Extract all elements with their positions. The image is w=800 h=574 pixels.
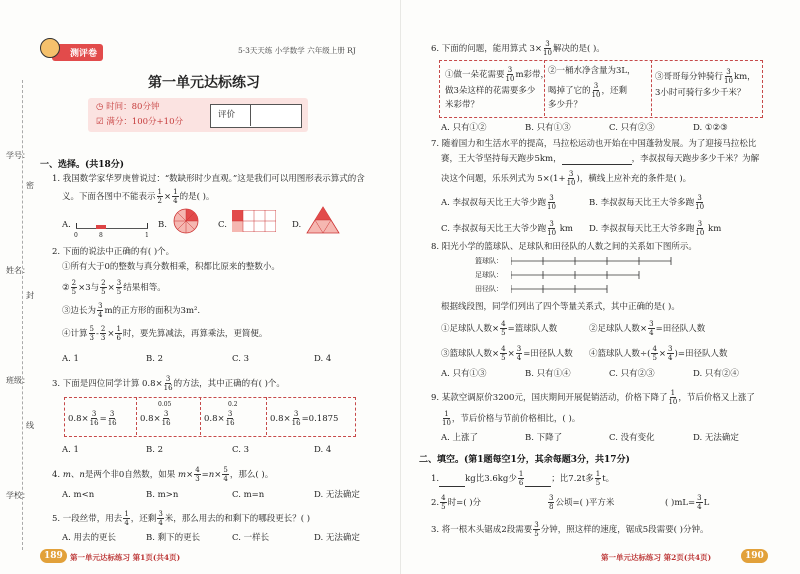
tick [147, 223, 148, 228]
q5-option-c[interactable]: C. 一样长 [232, 533, 270, 543]
q4-stem: 4. m、n是两个非0自然数，如果 m× $\frac{4}{3}$ =n× $\frac{5}{4}$ ，那么( )。 [52, 466, 274, 483]
q2-option-b[interactable]: B. 2 [146, 354, 164, 364]
q6-option-b[interactable]: B. 只有①③ [525, 123, 571, 133]
number-line [76, 228, 148, 229]
nl-label-1: 1 [145, 232, 149, 239]
tick [76, 223, 77, 228]
q5-option-d[interactable]: D. 无法确定 [314, 533, 360, 543]
q2-option-c[interactable]: C. 3 [232, 354, 250, 364]
time-label: ◷ 时间：80分钟 [96, 102, 160, 112]
q3-method-3: 0.8× $\frac{3}{16}$ [204, 410, 235, 427]
q7-option-d[interactable]: D. 李叔叔每天比王大爷多跑 $\frac{3}{10}$ km [589, 220, 722, 237]
q5-stem: 5. 一段丝带，用去 $\frac{1}{4}$ ，还剩 $\frac{3}{4}$ 米，那么用去的和剩下的哪段更长？( ) [52, 510, 311, 527]
q2-stem: 2. 下面的说法中正确的有( )个。 [52, 247, 175, 257]
q6-problem-2-l1: ②一桶水净含量为3L， [548, 66, 636, 76]
q5-option-b[interactable]: B. 剩下的更长 [146, 533, 201, 543]
fill-1: 1. kg比3.6kg少 $\frac{1}{6}$ ；比7.2t多 $\frac{1}{5}$ t。 [431, 470, 615, 487]
section-2-title: 二、填空。(第1题每空1分，其余每题3分，共17分) [419, 455, 630, 465]
q8-stem: 8. 阳光小学的篮球队、足球队和田径队的人数之间的关系如下图所示。 [431, 242, 697, 252]
q3-option-d[interactable]: D. 4 [314, 445, 332, 455]
q8-option-a[interactable]: A. 只有①③ [441, 369, 487, 379]
page-number: 189 [40, 549, 67, 563]
q3-method-2-note: 0.05 [158, 401, 172, 408]
q4-option-b[interactable]: B. m>n [146, 490, 179, 500]
q6-problem-3-l1: ③哥哥每分钟骑行 $\frac{3}{10}$ km， [655, 68, 756, 85]
q7-option-c[interactable]: C. 李叔叔每天比王大爷少跑 $\frac{3}{10}$ km [441, 220, 573, 237]
q4-option-c[interactable]: C. m=n [232, 490, 265, 500]
badge: 测评卷 [52, 44, 103, 61]
q3-option-a[interactable]: A. 1 [62, 445, 79, 455]
q8-stem-2: 根据线段图，同学们列出了四个等量关系式，其中正确的是( )。 [441, 302, 680, 312]
triangle-figure [306, 206, 340, 234]
q1-option-a[interactable]: A. [62, 220, 71, 230]
q8-option-b[interactable]: B. 只有①④ [525, 369, 571, 379]
pie-figure [172, 207, 200, 235]
footer-label: 第一单元达标练习 第2页(共4页) [601, 553, 712, 562]
seal-mark: 封 [26, 291, 34, 300]
q7-option-a[interactable]: A. 李叔叔每天比王大爷少跑 $\frac{3}{10}$ [441, 194, 556, 211]
q1-option-d[interactable]: D. [292, 220, 302, 230]
seal-mark: 线 [26, 421, 34, 430]
nl-label-0: 0 [74, 232, 78, 239]
q9-option-b[interactable]: B. 下降了 [525, 433, 563, 443]
class-label: 班级： [6, 376, 30, 385]
q7-option-b[interactable]: B. 李叔叔每天比王大爷多跑 $\frac{3}{10}$ [589, 194, 705, 211]
q3-method-3-note: 0.2 [228, 401, 238, 408]
q3-option-c[interactable]: C. 3 [232, 445, 250, 455]
q2-option-a[interactable]: A. 1 [62, 354, 79, 364]
section-1-title: 一、选择。(共18分) [40, 160, 125, 170]
q6-option-a[interactable]: A. 只有①② [441, 123, 487, 133]
grid-figure [232, 210, 276, 232]
q2-option-d[interactable]: D. 4 [314, 354, 332, 364]
segment-diagram [511, 254, 691, 298]
q6-stem: 6. 下面的问题，能用算式 3× $\frac{3}{10}$ 解决的是( )。 [431, 40, 605, 57]
school-label: 学校： [6, 491, 30, 500]
fill-3: 3. 将一根木头锯成2段需要 $\frac{3}{5}$ 分钟，照这样的速度，锯成5段需要( )分钟。 [431, 521, 709, 538]
fill-2-b: $\frac{3}{8}$ 公顷=( )平方米 [549, 494, 615, 511]
q8-row-track: 田径队： [475, 285, 503, 293]
q6-option-d[interactable]: D. ①②③ [693, 123, 728, 133]
q3-stem: 3. 下面是四位同学计算 0.8× $\frac{3}{16}$ 的方法，其中正确的有( )个。 [52, 375, 285, 392]
q9-option-a[interactable]: A. 上涨了 [441, 433, 479, 443]
page-number: 190 [741, 549, 768, 563]
q8-row-football: 足球队： [475, 271, 503, 279]
q8-row-basketball: 篮球队： [475, 257, 503, 265]
divider [266, 397, 267, 435]
q1-text: 1. 我国数学家华罗庚曾说过：“数缺形时少直观。”这是我们可以用图形表示算式的含 [52, 174, 365, 184]
right-page [400, 0, 800, 574]
highlight-segment [96, 225, 106, 229]
divider [200, 397, 201, 435]
q6-problem-1-l2: 做3朵这样的花需要多少 [445, 86, 536, 96]
page-title: 第一单元达标练习 [148, 75, 260, 91]
q6-problem-1-l3: 米彩带？ [445, 100, 480, 110]
fill-2: 2. $\frac{4}{5}$ 时=( )分 [431, 494, 482, 511]
q3-method-2: 0.8× $\frac{3}{16}$ [140, 410, 171, 427]
q8-option-c[interactable]: C. 只有②③ [609, 369, 655, 379]
q8-relation-2: ②足球队人数× $\frac{3}{4}$ =田径队人数 [589, 320, 706, 337]
q9-option-c[interactable]: C. 没有变化 [609, 433, 655, 443]
q7-stem-2: 赛，王大爷坚持每天跑步5km， ，李叔叔每天跑步多少千米？为解 [441, 154, 760, 164]
seal-mark: 密 [26, 181, 34, 190]
q1-option-c[interactable]: C. [218, 220, 227, 230]
score-label: ☑ 满分：100分+10分 [96, 117, 183, 127]
q3-method-4: 0.8× $\frac{3}{16}$ =0.1875 [270, 410, 339, 427]
q1-option-b[interactable]: B. [158, 220, 167, 230]
q4-option-a[interactable]: A. m<n [62, 490, 95, 500]
footer-label: 第一单元达标练习 第1页(共4页) [70, 553, 181, 562]
rating-divider [250, 104, 251, 126]
q9-stem-2: $\frac{1}{10}$ ，节后价格与节前价格相比，( )。 [442, 410, 581, 427]
q8-relation-3: ③篮球队人数× $\frac{4}{5}$ × $\frac{3}{4}$ =田径队人数 [441, 345, 573, 362]
q8-option-d[interactable]: D. 只有②④ [693, 369, 739, 379]
q5-option-a[interactable]: A. 用去的更长 [62, 533, 117, 543]
q9-option-d[interactable]: D. 无法确定 [693, 433, 739, 443]
q2-statement-1: ①所有大于0的整数与真分数相乘，积都比原来的整数小。 [62, 262, 280, 272]
q2-statement-4: ④计算 $\frac{5}{3}$ - $\frac{2}{3}$ × $\frac{1}{6}$ 时，要先算减法，再算乘法，更简便。 [62, 325, 268, 342]
q1-text-2: 义。下面各图中不能表示 $\frac{1}{2}$ × $\frac{1}{4}$ 的是( )。 [62, 188, 215, 205]
q7-stem-3: 决这个问题，乐乐列式为 5×(1+ $\frac{3}{10}$ )，横线上应补充的条件是( )。 [441, 170, 692, 187]
q9-stem-1: 9. 某款空调原价3200元，国庆期间开展促销活动，价格下降了 $\frac{1}{10}$ ，节后价格又上涨了 [431, 389, 755, 406]
q6-option-c[interactable]: C. 只有②③ [609, 123, 655, 133]
q3-option-b[interactable]: B. 2 [146, 445, 164, 455]
divider [136, 397, 137, 435]
series-label: 5·3天天练 小学数学 六年级上册 RJ [238, 46, 356, 55]
q3-method-1: 0.8× $\frac{3}{16}$ = $\frac{3}{16}$ [68, 410, 117, 427]
q6-problem-1-l1: ①做一朵花需要 $\frac{3}{10}$ m彩带， [445, 66, 549, 83]
q6-problem-2-l2: 喝掉了它的 $\frac{3}{10}$ ，还剩 [548, 82, 627, 99]
q2-statement-3: ③边长为 $\frac{3}{4}$ m的正方形的面积为3m². [62, 302, 201, 319]
q8-relation-1: ①足球队人数× $\frac{4}{5}$ =篮球队人数 [441, 320, 558, 337]
q6-problem-3-l2: 3小时可骑行多少千米？ [655, 88, 746, 98]
q4-option-d[interactable]: D. 无法确定 [314, 490, 360, 500]
nl-label-8: 8 [99, 232, 103, 239]
q6-problem-2-l3: 多少升？ [548, 100, 583, 110]
mascot-icon [40, 38, 60, 58]
student-id-label: 学号： [6, 151, 30, 160]
divider [651, 60, 652, 116]
q2-statement-2: ② $\frac{2}{5}$ ×3与 $\frac{2}{5}$ × $\frac{3}{5}$ 结果相等。 [62, 279, 166, 296]
student-name-label: 姓名： [6, 266, 30, 275]
rating-label: 评价 [218, 110, 236, 120]
q7-stem-1: 7. 随着国力和生活水平的提高，马拉松运动也开始在中国蓬勃发展。为了迎接马拉松比 [431, 139, 757, 149]
fill-2-c: ( )mL= $\frac{3}{4}$ L [665, 494, 710, 511]
q8-relation-4: ④篮球队人数÷( $\frac{4}{5}$ × $\frac{3}{4}$ )=田径队人数 [589, 345, 728, 362]
